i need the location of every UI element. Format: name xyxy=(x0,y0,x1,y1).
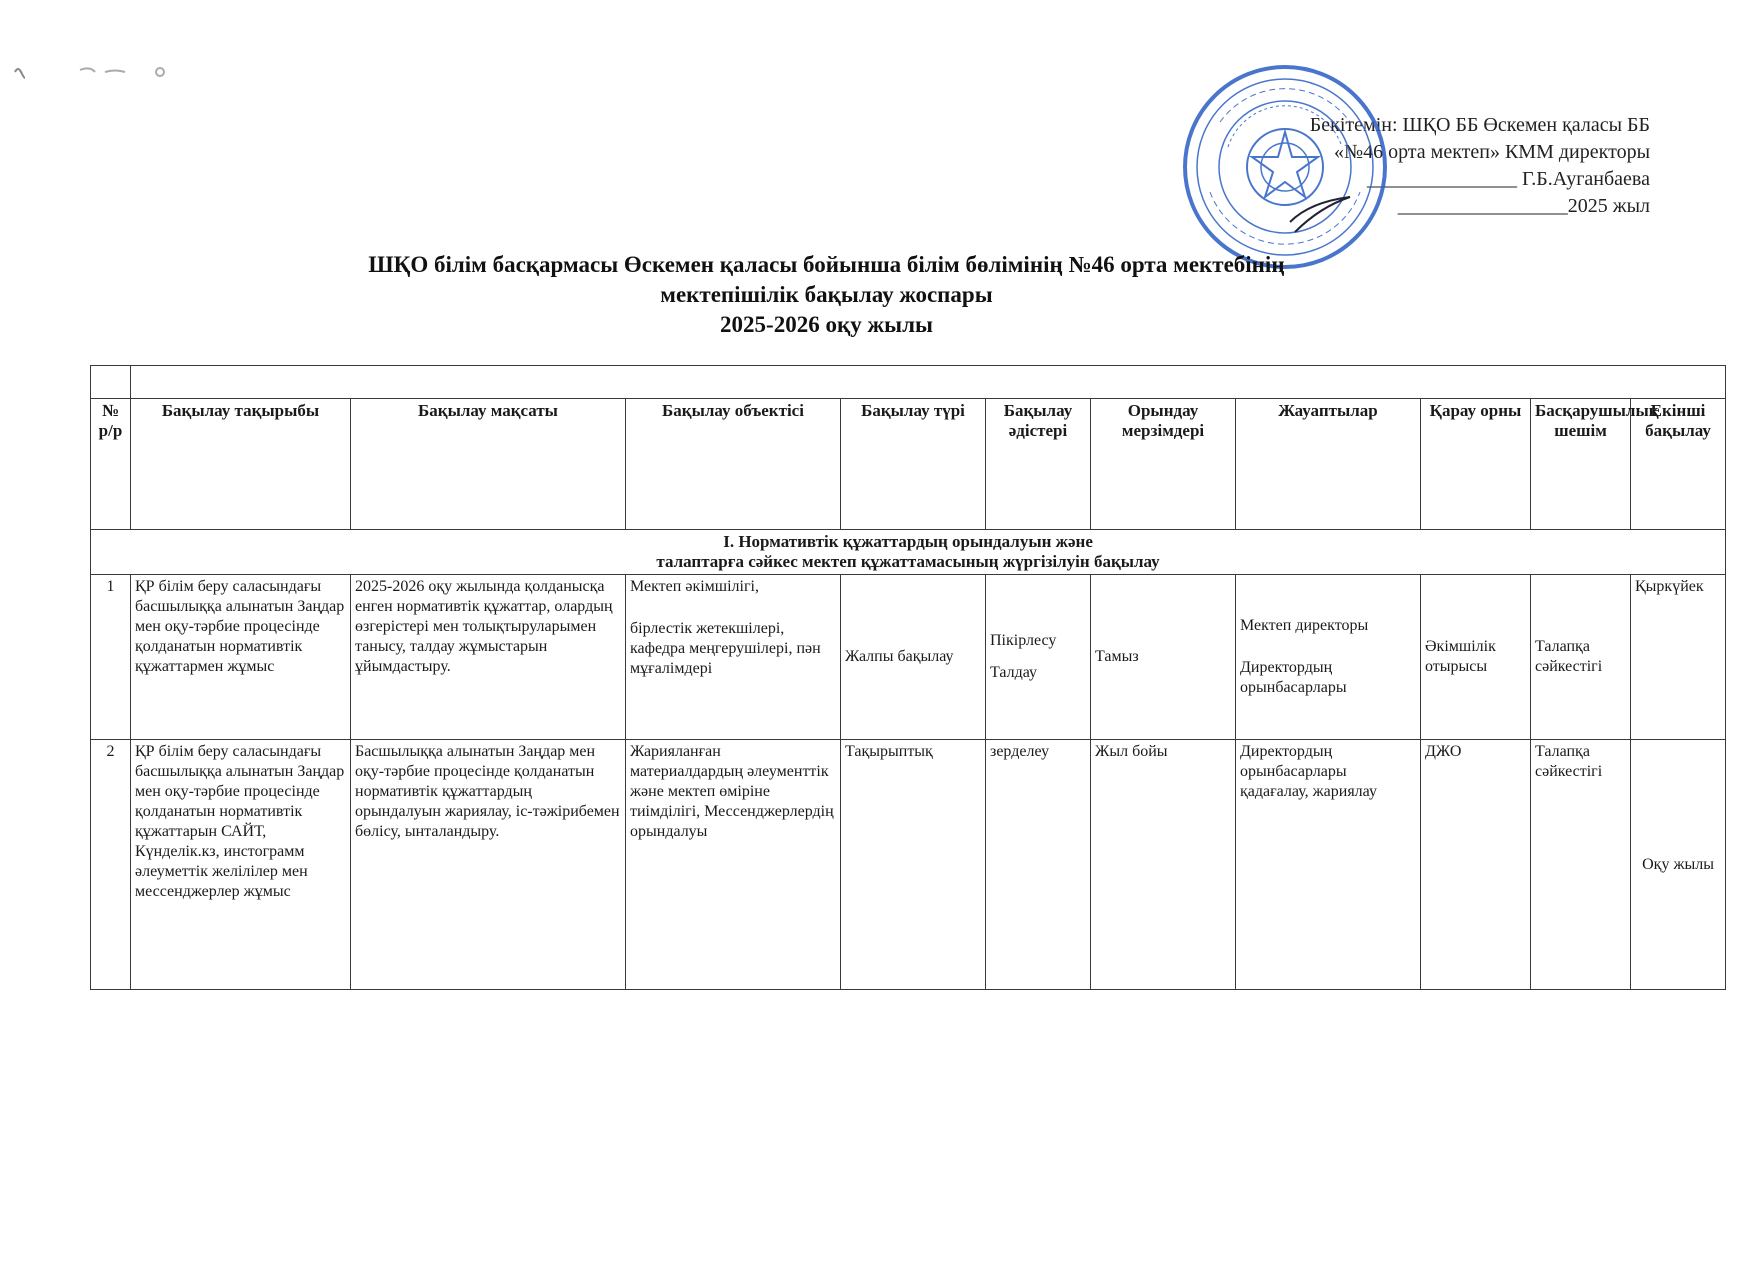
header-deadline: Орындау мерзімдері xyxy=(1091,399,1236,530)
document-title xyxy=(0,250,1753,340)
row-topic: ҚР білім беру саласындағы басшылыққа алынатын Заңдар мен оқу-тәрбие процесінде қолданатын нормативтік құжаттармен жұмыс xyxy=(131,575,351,740)
row-responsible: Директордың орынбасарлары қадағалау, жариялау xyxy=(1236,740,1421,990)
section-heading-row xyxy=(91,530,1726,575)
approval-line-4: _________________2025 жыл xyxy=(1397,195,1650,217)
section-line-1: І. Нормативтік құжаттардың орындалуын және xyxy=(723,532,1093,551)
approval-line-1: Бекітемін: ШҚО ББ Өскемен қаласы ББ xyxy=(1309,114,1650,136)
row-object-text-2: бірлестік жетекшілері, кафедра меңгерушілері, пән мұғалімдері xyxy=(630,620,821,677)
header-num: № р/р xyxy=(91,399,131,530)
official-stamp-icon xyxy=(1180,62,1390,272)
header-goal: Бақылау мақсаты xyxy=(351,399,626,530)
row-object: Жарияланған материалдардың әлеументтік және мектеп өміріне тиімділігі, Мессенджерлердің орындалуы xyxy=(626,740,841,990)
row-goal: Басшылыққа алынатын Заңдар мен оқу-тәрбие процесінде қолданатын нормативтік құжаттардың орындалуын жариялау, іс-тәжірибемен бөлісу, ынталандыру. xyxy=(351,740,626,990)
row-object-text: Мектеп әкімшілігі, xyxy=(630,578,759,595)
table-row xyxy=(91,575,1726,740)
row-decision: Талапқа сәйкестігі xyxy=(1531,575,1631,740)
row-method xyxy=(986,575,1091,740)
row-deadline: Тамыз xyxy=(1091,575,1236,740)
table-row xyxy=(91,740,1726,990)
approval-line-3: _______________ Г.Б.Ауганбаева xyxy=(1366,168,1650,190)
section-line-2: талаптарға сәйкес мектеп құжаттамасының жүргізілуін бақылау xyxy=(656,552,1160,571)
title-line-2: мектепішілік бақылау жоспары xyxy=(660,282,993,307)
row-topic: ҚР білім беру саласындағы басшылыққа алынатын Заңдар мен оқу-тәрбие процесінде қолданатын нормативтік құжаттарын САЙТ, Күнделік.кз, инстограмм әлеуметтік желілілер мен мессенджерлер жұмыс xyxy=(131,740,351,990)
table-top-empty-row xyxy=(91,366,1726,399)
row-type: Тақырыптық xyxy=(841,740,986,990)
approval-line-2: «№46 орта мектеп» КММ директоры xyxy=(1333,141,1650,163)
title-line-1: ШҚО білім басқармасы Өскемен қаласы бойынша білім бөлімінің №46 орта мектебінің xyxy=(368,252,1285,277)
row-deadline: Жыл бойы xyxy=(1091,740,1236,990)
header-method: Бақылау әдістері xyxy=(986,399,1091,530)
row-review: Әкімшілік отырысы xyxy=(1421,575,1531,740)
header-topic: Бақылау тақырыбы xyxy=(131,399,351,530)
header-responsible: Жауаптылар xyxy=(1236,399,1421,530)
row-method-text-2: Талдау xyxy=(990,664,1038,681)
header-decision: Басқарушылық шешім xyxy=(1531,399,1631,530)
control-plan-table xyxy=(90,365,1726,990)
row-method-text: Пікірлесу xyxy=(990,632,1057,649)
table-header-row xyxy=(91,399,1726,530)
section-heading xyxy=(91,530,1726,575)
row-review: ДЖО xyxy=(1421,740,1531,990)
row-method: зерделеу xyxy=(986,740,1091,990)
row-num: 2 xyxy=(91,740,131,990)
row-responsible-text: Мектеп директоры xyxy=(1240,617,1369,634)
header-object: Бақылау объектісі xyxy=(626,399,841,530)
header-type: Бақылау түрі xyxy=(841,399,986,530)
row-second: Оқу жылы xyxy=(1631,740,1726,990)
row-decision: Талапқа сәйкестігі xyxy=(1531,740,1631,990)
row-num: 1 xyxy=(91,575,131,740)
row-type: Жалпы бақылау xyxy=(841,575,986,740)
row-object xyxy=(626,575,841,740)
row-responsible-text-2: Директордың орынбасарлары xyxy=(1240,659,1347,696)
row-goal: 2025-2026 оқу жылында қолданысқа енген нормативтік құжаттар, олардың өзгерістері мен толықтыруларымен танысу, талдау жұмыстарын ұйымдастыру. xyxy=(351,575,626,740)
row-second: Қыркүйек xyxy=(1631,575,1726,740)
header-second: Екінші бақылау xyxy=(1631,399,1726,530)
row-responsible xyxy=(1236,575,1421,740)
title-line-3: 2025-2026 оқу жылы xyxy=(720,312,933,337)
header-review: Қарау орны xyxy=(1421,399,1531,530)
scan-scribble-marks xyxy=(10,60,180,90)
